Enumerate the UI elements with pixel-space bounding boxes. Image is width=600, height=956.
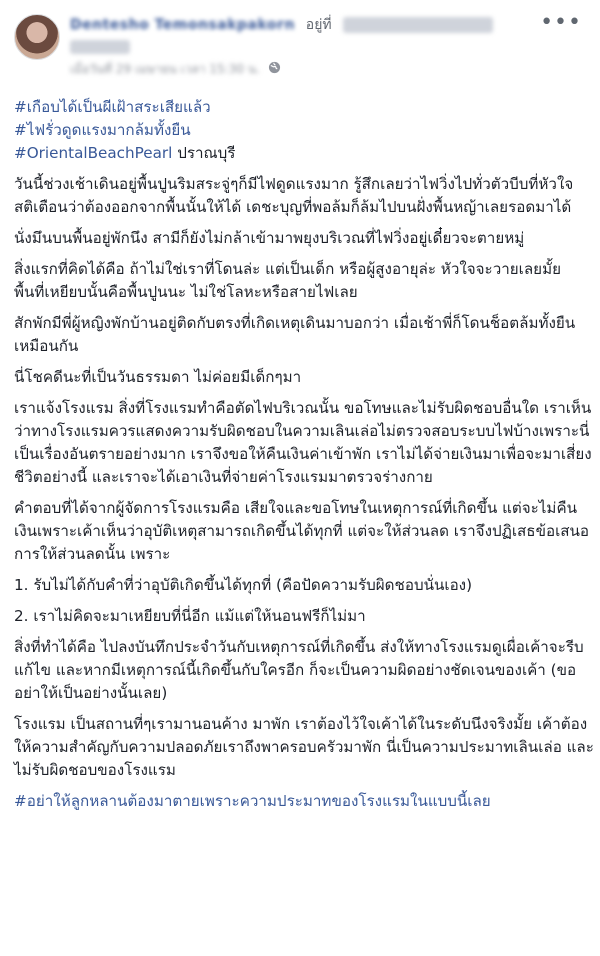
location-suffix: ปราณบุรี	[172, 144, 236, 162]
author-suffix: อยู่ที่	[305, 17, 332, 33]
paragraph: วันนี้ช่วงเช้าเดินอยู่พื้นปูนริมสระจู่ๆก็มีไฟดูดแรงมาก รู้สึกเลยว่าไฟวิ่งไปทั่วตัวบีบที่หัวใจ สติเตือนว่าต้องออกจากพื้นนั้นให้ได้ เดชะบุญที่พอล้มก็ล้มไปบนฝั่งพื้นหญ้าเลยรอดมาได้	[14, 175, 574, 216]
hashtag-line-1	[14, 96, 594, 119]
list-item: 2. เราไม่คิดจะมาเหยียบที่นี่อีก แม้แต่ให้นอนฟรีก็ไม่มา	[14, 607, 366, 625]
author-avatar[interactable]	[14, 14, 60, 60]
date-line	[70, 58, 540, 80]
location-line	[70, 36, 540, 58]
hashtag-link[interactable]: #เกือบได้เป็นผีเฝ้าสระเสียแล้ว	[14, 98, 211, 116]
post-timestamp[interactable]: เมื่อวันที่ 29 เมษายน เวลา 15:30 น.	[70, 61, 260, 76]
list-item: 1. รับไม่ได้กับคำที่ว่าอุบัติเกิดขึ้นได้ทุกที่ (คือปัดความรับผิดชอบนั่นเอง)	[14, 576, 473, 594]
hashtag-link[interactable]: #ไฟรั่วดูดแรงมากล้มทั้งยืน	[14, 121, 191, 139]
paragraph: สิ่งแรกที่คิดได้คือ ถ้าไม่ใช่เราที่โดนล่ะ แต่เป็นเด็ก หรือผู้สูงอายุล่ะ หัวใจจะวายเลยมั้ย พื้นที่เหยียบนั้นคือพื้นปูนนะ ไม่ใช่โลหะหรือสายไฟเลย	[14, 260, 561, 301]
paragraph: นี่โชคดีนะที่เป็นวันธรรมดา ไม่ค่อยมีเด็กๆมา	[14, 368, 302, 386]
paragraph: สักพักมีพี่ผู้หญิงพักบ้านอยู่ติดกับตรงที่เกิดเหตุเดินมาบอกว่า เมื่อเช้าพี่ก็โดนช็อตล้มทั้งยืนเหมือนกัน	[14, 314, 576, 355]
post-body	[14, 96, 594, 821]
globe-icon	[268, 61, 281, 78]
hashtag-link[interactable]: #อย่าให้ลูกหลานต้องมาตายเพราะความประมาทของโรงแรมในแบบนี้เลย	[14, 792, 491, 810]
paragraph: สิ่งที่ทำได้คือ ไปลงบันทึกประจำวันกับเหตุการณ์ที่เกิดขึ้น ส่งให้ทางโรงแรมดูเผื่อเค้าจะรีบแก้ไข และหากมีเหตุการณ์นี้เกิดขึ้นกับใครอีก ก็จะเป็นความผิดอย่างชัดเจนของเค้า (ขออย่าให้เป็นอย่างนั้นเลย)	[14, 638, 584, 702]
location-tag-line	[14, 142, 594, 165]
post-meta	[70, 14, 540, 80]
redacted-location-detail[interactable]	[70, 40, 130, 54]
location-hashtag-link[interactable]: #OrientalBeachPearl	[14, 144, 173, 162]
author-line	[70, 14, 540, 36]
hashtag-line-bottom	[14, 790, 594, 813]
paragraph: เราแจ้งโรงแรม สิ่งที่โรงแรมทำคือตัดไฟบริเวณนั้น ขอโทษและไม่รับผิดชอบอื่นใด เราเห็นว่าทางโรงแรมควรแสดงความรับผิดชอบในความเลินเล่อไม่ตรวจสอบระบบไฟบ้างเพราะนี่เป็นเรื่องอันตรายอย่างมาก เราจึงขอให้คืนเงินค่าเข้าพัก เราไม่ได้จ่ายเงินมาเพื่อจะมาเสี่ยงชีวิตอย่างนี้ และเราจะได้เอาเงินที่จ่ายค่าโรงแรมมาตรวจร่างกาย	[14, 399, 592, 486]
author-name[interactable]: Dentesho Temonsakpakorn	[70, 17, 295, 33]
post-header	[14, 8, 586, 88]
paragraph: นั่งมึนบนพื้นอยู่พักนึง สามีก็ยังไม่กล้าเข้ามาพยุงบริเวณที่ไฟวิ่งอยู่เดี๋ยวจะตายหมู่	[14, 229, 525, 247]
more-horizontal-icon[interactable]: •••	[540, 10, 582, 35]
hashtag-line-2	[14, 119, 594, 142]
paragraph: โรงแรม เป็นสถานที่ๆเรามานอนค้าง มาพัก เราต้องไว้ใจเค้าได้ในระดับนึงจริงมั้ย เค้าต้องให้ความสำคัญกับความปลอดภัยเราถึงพาครอบครัวมาพัก นี่เป็นความประมาทเลินเล่อ และไม่รับผิดชอบของโรงแรม	[14, 715, 594, 779]
paragraph: คำตอบที่ได้จากผู้จัดการโรงแรมคือ เสียใจและขอโทษในเหตุการณ์ที่เกิดขึ้น แต่จะไม่คืนเงินเพราะเค้าเห็นว่าอุบัติเหตุสามารถเกิดขึ้นได้ทุกที่ แต่จะให้ส่วนลด เราจึงปฏิเสธข้อเสนอการให้ส่วนลดนั้น เพราะ	[14, 499, 590, 563]
redacted-location[interactable]	[343, 17, 493, 33]
